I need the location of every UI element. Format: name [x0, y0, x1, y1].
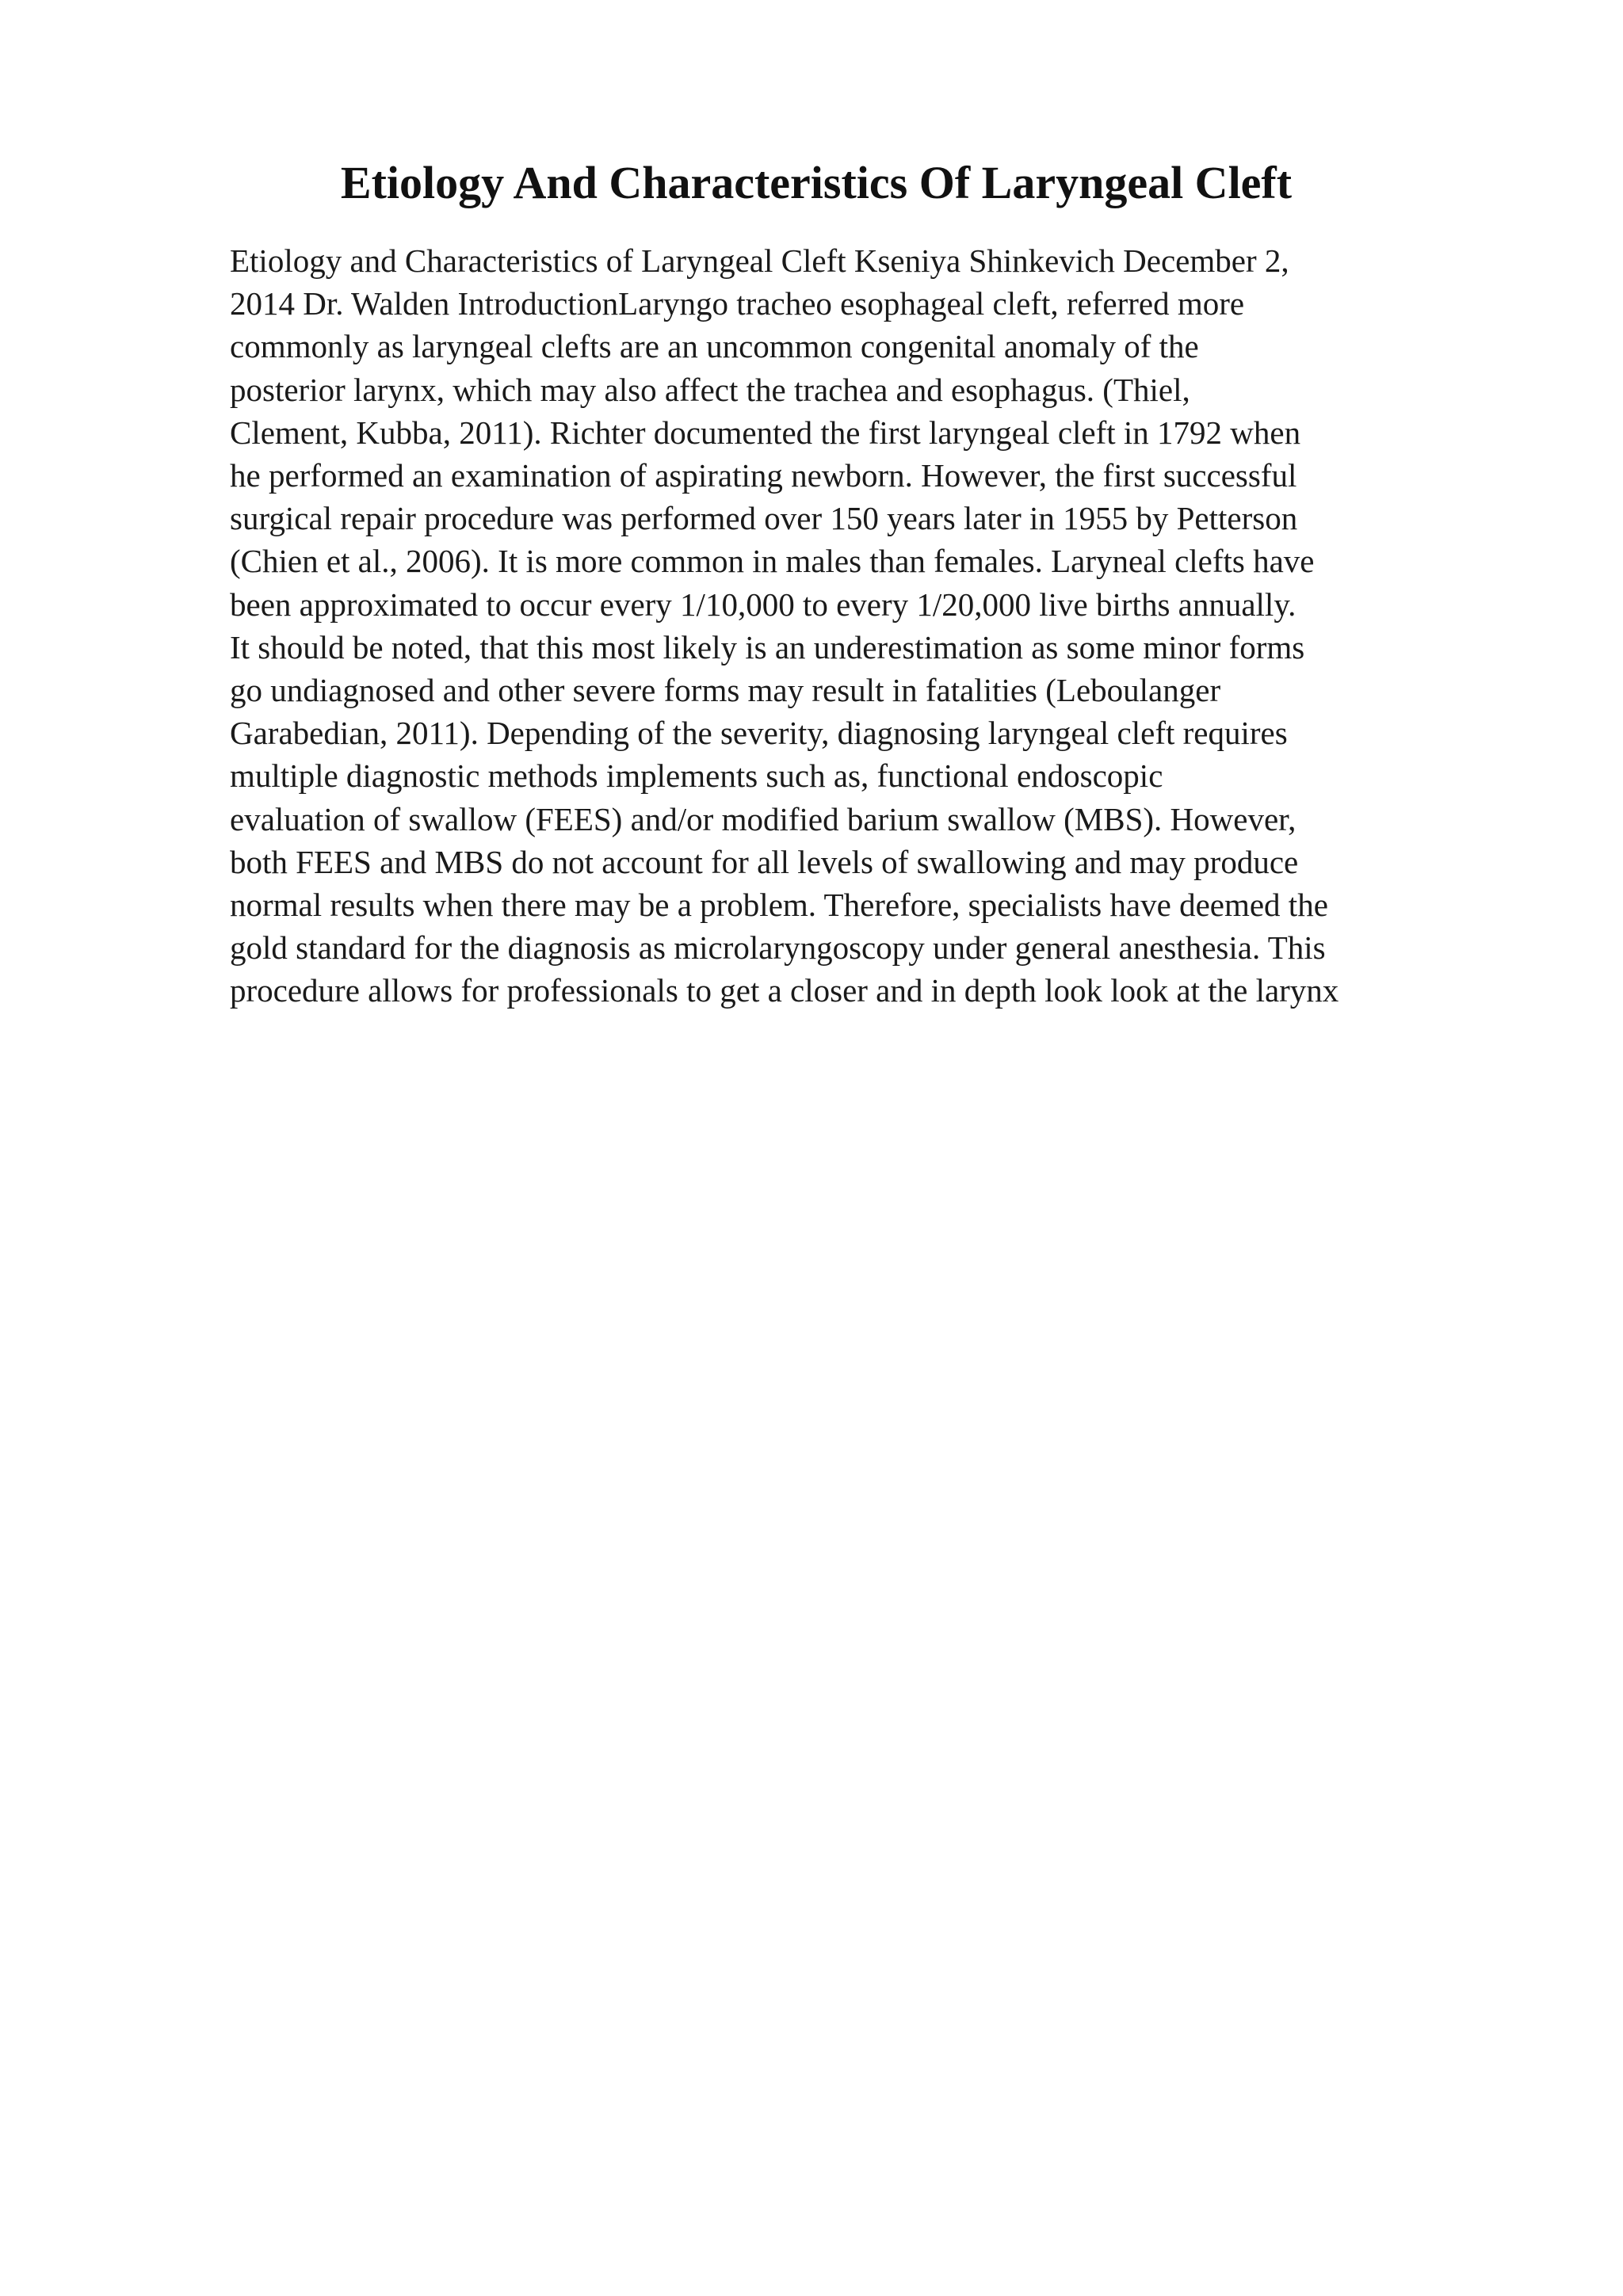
document-body	[230, 239, 1498, 1013]
body-line: go undiagnosed and other severe forms may result in fatalities (Leboulanger	[230, 672, 1221, 709]
body-line: Garabedian, 2011). Depending of the severity, diagnosing laryngeal cleft requires	[230, 715, 1288, 752]
body-line: posterior larynx, which may also affect the trachea and esophagus. (Thiel,	[230, 371, 1190, 408]
body-line: been approximated to occur every 1/10,000 to every 1/20,000 live births annually.	[230, 585, 1296, 623]
body-line: Clement, Kubba, 2011). Richter documented the first laryngeal cleft in 1792 when	[230, 414, 1301, 451]
body-line: procedure allows for professionals to get a closer and in depth look look at the larynx	[230, 972, 1339, 1009]
body-line: Etiology and Characteristics of Laryngeal Cleft Kseniya Shinkevich December 2,	[230, 242, 1289, 279]
body-line: multiple diagnostic methods implements such as, functional endoscopic	[230, 757, 1163, 795]
body-line: he performed an examination of aspirating newborn. However, the first successful	[230, 457, 1297, 494]
body-line: commonly as laryngeal clefts are an uncommon congenital anomaly of the	[230, 328, 1199, 365]
body-line: (Chien et al., 2006). It is more common in males than females. Laryneal clefts have	[230, 543, 1315, 580]
body-line: both FEES and MBS do not account for all levels of swallowing and may produce	[230, 843, 1299, 880]
document-title: Etiology And Characteristics Of Laryngeal Cleft	[340, 157, 1293, 208]
body-line: surgical repair procedure was performed over 150 years later in 1955 by Petterson	[230, 500, 1298, 537]
body-line: 2014 Dr. Walden IntroductionLaryngo tracheo esophageal cleft, referred more	[230, 285, 1245, 322]
body-line: gold standard for the diagnosis as microlaryngoscopy under general anesthesia. This	[230, 929, 1326, 967]
body-line: normal results when there may be a problem. Therefore, specialists have deemed the	[230, 887, 1328, 924]
body-line: It should be noted, that this most likely is an underestimation as some minor forms	[230, 628, 1305, 666]
body-line: evaluation of swallow (FEES) and/or modified barium swallow (MBS). However,	[230, 800, 1296, 837]
